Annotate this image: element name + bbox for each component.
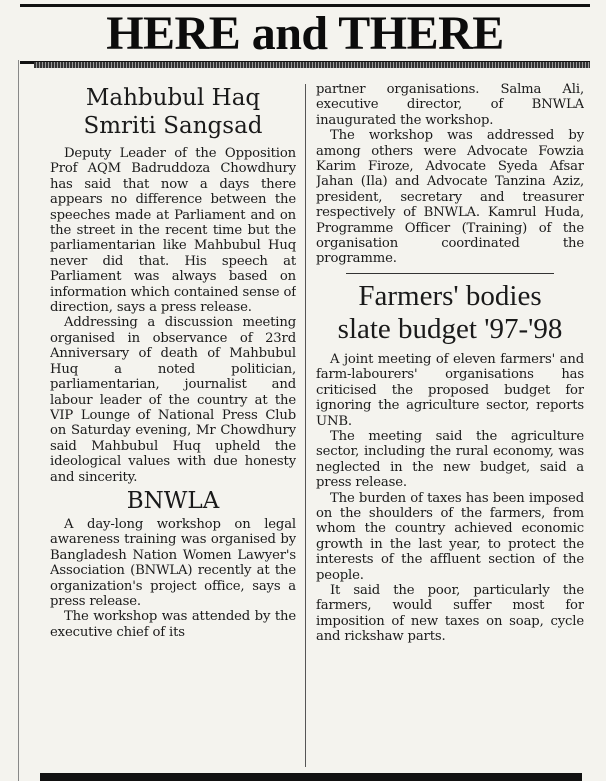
masthead-shadow [34,62,590,68]
story1-headline-line1: Mahbubul Haq [85,85,261,111]
masthead-title: HERE and THERE [106,7,504,60]
story2-continued-paragraph-1: partner organisations. Salma Ali, executive director, of BNWLA inaugurated the workshop. [316,82,584,128]
masthead [20,4,590,64]
bottom-rule [40,773,582,781]
story2-headline: BNWLA [126,487,220,514]
story3-paragraph-3: The burden of taxes has been imposed on the shoulders of the farmers, from whom the country achieved economic growth in the last year, to protect the interests of the affluent section of the people. [316,490,584,583]
story1-paragraph-2: Addressing a discussion meeting organised in observance of 23rd Anniversary of death of Mahbubul Huq a noted politician, parliamentarian, journalist and labour leader of the country at the VIP Lounge of National Press Club on Saturday evening, Mr Chowdhury said Mahbubul Huq upheld the ideological values with due honesty and sincerity. [50,315,296,485]
page-edge [18,60,25,781]
story2-paragraph-2: The workshop was attended by the executive chief of its [50,609,296,640]
right-column [316,82,584,769]
story1-headline-line2: Smriti Sangsad [83,113,263,139]
story3-headline-line1: Farmers' bodies [358,279,542,312]
story1-headline [50,84,296,140]
story3-paragraph-2: The meeting said the agriculture sector, including the rural economy, was neglected in the new budget, said a press release. [316,428,584,491]
story-separator [346,273,554,274]
story1-paragraph-1: Deputy Leader of the Opposition Prof AQM Badruddoza Chowdhury has said that now a days there appears no difference between the speeches made at Parliament and on the street in the recent time but the parliamentarian like Mahbubul Huq never did that. His speech at Parliament was always based on information which contained sense of direction, says a press release. [50,146,296,316]
story2-paragraph-1: A day-long workshop on legal awareness training was organised by Bangladesh Nation Women Lawyer's Association (BNWLA) recently at the organization's project office, says a press release. [50,516,296,609]
story3-headline-line2: slate budget '97-'98 [337,312,563,345]
story3-headline [316,280,584,346]
story2-continued-paragraph-2: The workshop was addressed by among others were Advocate Fowzia Karim Firoze, Advocate Syeda Afsar Jahan (Ila) and Advocate Tanzina Aziz, president, secretary and treasurer respectively of BNWLA. Kamrul Huda, Programme Officer (Training) of the organisation coordinated the programme. [316,128,584,267]
column-divider [305,84,306,767]
left-column [50,84,296,769]
story3-paragraph-1: A joint meeting of eleven farmers' and farm-labourers' organisations has criticised the proposed budget for ignoring the agriculture sector, reports UNB. [316,351,584,429]
story3-paragraph-4: It said the poor, particularly the farmers, would suffer most for imposition of new taxes on soap, cycle and rickshaw parts. [316,582,584,645]
